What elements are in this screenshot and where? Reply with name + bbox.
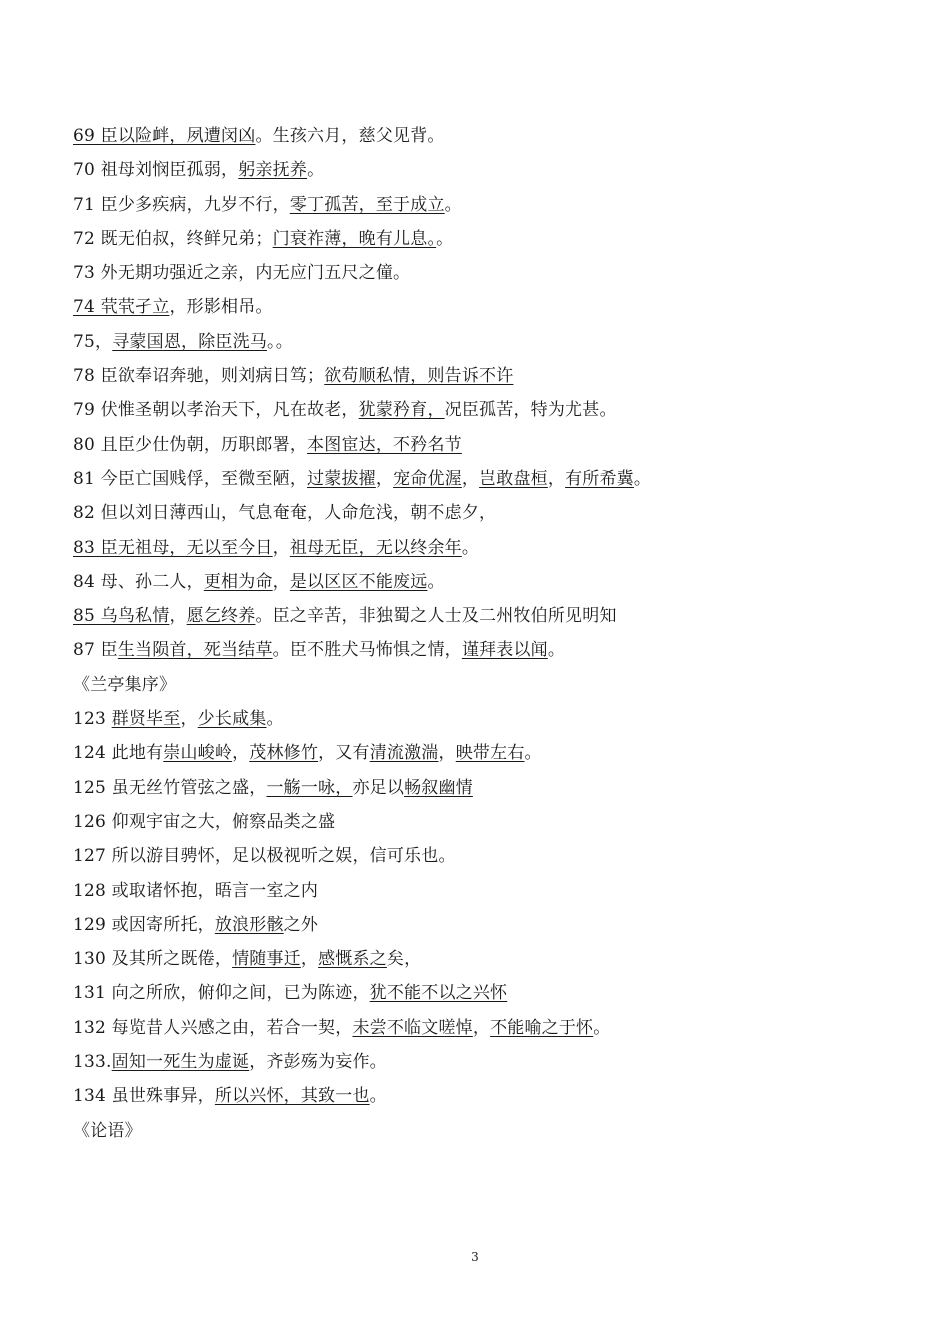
text-segment: ， [547,468,566,489]
text-segment: ， [272,537,290,558]
underlined-phrase: 愿乞终养 [186,606,256,627]
text-segment: 125 虽无丝竹管弦之盛， [73,777,267,798]
text-segment: 。臣之辛苦，非独蜀之人士及二州牧伯所见明知 [255,606,617,627]
underlined-phrase: 欲苟顺私情，则告诉不许 [324,366,514,387]
text-segment: 。 [427,571,445,592]
text-segment: ， [272,571,290,592]
text-segment: 80 且臣少仕伪朝，历职郎署， [73,434,308,455]
text-line [73,499,873,533]
underlined-phrase: 祖母无臣，无以终余年 [289,537,462,558]
underlined-phrase: 生当陨首，死当结草 [117,640,273,661]
underlined-phrase: 岂敢盘桓 [479,468,548,489]
underlined-phrase: 情随事迁 [232,949,301,970]
text-segment: 。 [266,709,284,730]
text-line [73,739,873,773]
text-line [73,877,873,911]
text-segment: ， [180,709,198,730]
text-segment: 124 此地有 [73,743,164,764]
text-line [73,1048,873,1082]
text-segment: 。 [524,743,542,764]
text-line [73,808,873,842]
underlined-phrase: 崇山峻岭 [163,743,233,764]
underlined-phrase: 有所希冀 [565,468,634,489]
underlined-phrase: 犹蒙矜育， [358,400,445,421]
text-segment: 84 母、孙二人， [73,571,204,592]
text-segment: 82 但以刘日薄西山，气息奄奄，人命危浅，朝不虑夕， [73,503,497,524]
text-segment: 72 既无伯叔，终鲜兄弟； [73,228,273,249]
text-line [73,979,873,1013]
text-segment: 73 外无期功强近之亲，内无应门五尺之僮。 [73,263,411,284]
text-segment: ，形影相吊。 [169,297,273,318]
text-segment: ， [438,743,456,764]
text-line [73,911,873,945]
text-line [73,705,873,739]
text-line [73,534,873,568]
text-line [73,1082,873,1116]
text-segment: ， [472,1017,491,1038]
text-segment: 128 或取诸怀抱，晤言一室之内 [73,880,319,901]
text-segment: ， [375,468,394,489]
text-line [73,842,873,876]
text-segment: 75， [73,331,113,352]
text-segment: 。。 [267,331,293,352]
text-segment: 79 伏惟圣朝以孝治天下，凡在故老， [73,400,359,421]
text-segment: 。 [461,537,480,558]
text-line [73,156,873,190]
text-line [73,396,873,430]
underlined-phrase: 感慨系之 [318,949,387,970]
text-segment: 71 臣少多疾病，九岁不行， [73,194,290,215]
text-segment: 。 [436,228,454,249]
underlined-phrase: 宠命优渥 [393,468,462,489]
text-segment: 132 每览昔人兴感之由，若合一契， [73,1017,353,1038]
underlined-phrase: 不能喻之于怀 [490,1017,594,1038]
text-line [73,122,873,156]
text-segment: 123 [73,709,112,730]
underlined-phrase: 69 臣以险衅，夙遭闵凶 [73,126,256,146]
text-segment: 127 所以游目骋怀，足以极视听之娱，信可乐也。 [73,846,456,867]
text-line [73,774,873,808]
text-body [73,122,873,1151]
underlined-phrase: 74 茕茕孑立 [73,297,170,318]
text-segment: 126 仰观宇宙之大，俯察品类之盛 [73,811,336,832]
text-segment: ，又有 [318,743,370,764]
text-line [73,362,873,396]
text-line [73,568,873,602]
underlined-phrase: 本图宦达，不矜名节 [307,434,462,455]
text-line [73,1014,873,1048]
text-segment: 129 或因寄所托， [73,914,215,935]
underlined-phrase: 更相为命 [203,571,273,592]
text-segment: 133. [73,1052,112,1073]
text-segment: 。 [307,160,325,181]
underlined-phrase: 少长咸集 [197,709,267,730]
text-segment: 之外 [283,914,319,935]
text-segment: 78 臣欲奉诏奔驰，则刘病日笃； [73,366,325,387]
text-line [73,431,873,465]
underlined-phrase: 固知一死生为虚诞 [111,1052,250,1073]
underlined-phrase: 未尝不临文嗟悼 [352,1017,473,1038]
underlined-phrase: 是以区区不能废远 [289,571,428,592]
underlined-phrase: 躬亲抚养 [238,160,308,181]
underlined-phrase: 谨拜表以闻 [461,640,548,661]
underlined-phrase: 茂林修竹 [249,743,319,764]
text-segment: ， [300,949,319,970]
text-line [73,636,873,670]
underlined-phrase: 映带左右 [455,743,525,764]
text-line [73,259,873,293]
text-segment: 70 祖母刘悯臣孤弱， [73,160,239,181]
text-segment: ， [169,606,187,627]
underlined-phrase: 犹不能不以之兴怀 [369,983,508,1004]
underlined-phrase: 放浪形骸 [214,914,284,935]
underlined-phrase: 85 乌鸟私情 [73,606,170,627]
text-segment: 《兰亭集序》 [73,674,177,695]
text-line [73,1117,873,1151]
text-line [73,293,873,327]
underlined-phrase: 畅叙幽情 [404,777,473,798]
text-segment: 。 [547,640,566,661]
text-segment: ， [461,468,480,489]
page-number: 3 [471,1250,479,1264]
text-line [73,465,873,499]
underlined-phrase: 寻蒙国恩，除臣洗马 [112,331,268,352]
text-line [73,328,873,362]
text-line [73,225,873,259]
text-segment: 134 虽世殊事异， [73,1086,215,1107]
underlined-phrase: 群贤毕至 [111,709,181,730]
text-segment: 《论语》 [73,1120,142,1141]
underlined-phrase: 过蒙拔擢 [307,468,376,489]
text-segment: 况臣孤苦，特为尤甚。 [444,400,617,421]
text-segment: 亦足以 [352,777,405,798]
text-line [73,602,873,636]
underlined-phrase: 83 臣无祖母，无以至今日 [73,537,273,558]
text-segment: 。 [593,1017,611,1038]
text-line [73,945,873,979]
text-segment: 130 及其所之既倦， [73,949,233,970]
text-segment: 。 [369,1086,387,1107]
text-segment: 。臣不胜犬马怖惧之情， [272,640,462,661]
text-line [73,671,873,705]
underlined-phrase: 零丁孤苦，至于成立 [289,194,445,215]
text-segment: 。 [444,194,462,215]
text-segment: 。 [633,468,652,489]
text-segment: 矣， [386,949,422,970]
text-line [73,191,873,225]
text-segment: 81 今臣亡国贱俘，至微至陋， [73,468,308,489]
underlined-phrase: 所以兴怀，其致一也 [214,1086,370,1107]
underlined-phrase: 清流激湍 [369,743,439,764]
text-segment: 87 臣 [73,640,118,661]
text-segment: ， [232,743,250,764]
text-segment: ，齐彭殇为妄作。 [249,1052,387,1073]
text-segment: 131 向之所欣，俯仰之间，已为陈迹， [73,983,370,1004]
underlined-phrase: 门衰祚薄，晚有儿息。 [272,228,437,249]
text-segment: 。生孩六月，慈父见背。 [255,126,445,146]
underlined-phrase: 一觞一咏， [266,777,353,798]
